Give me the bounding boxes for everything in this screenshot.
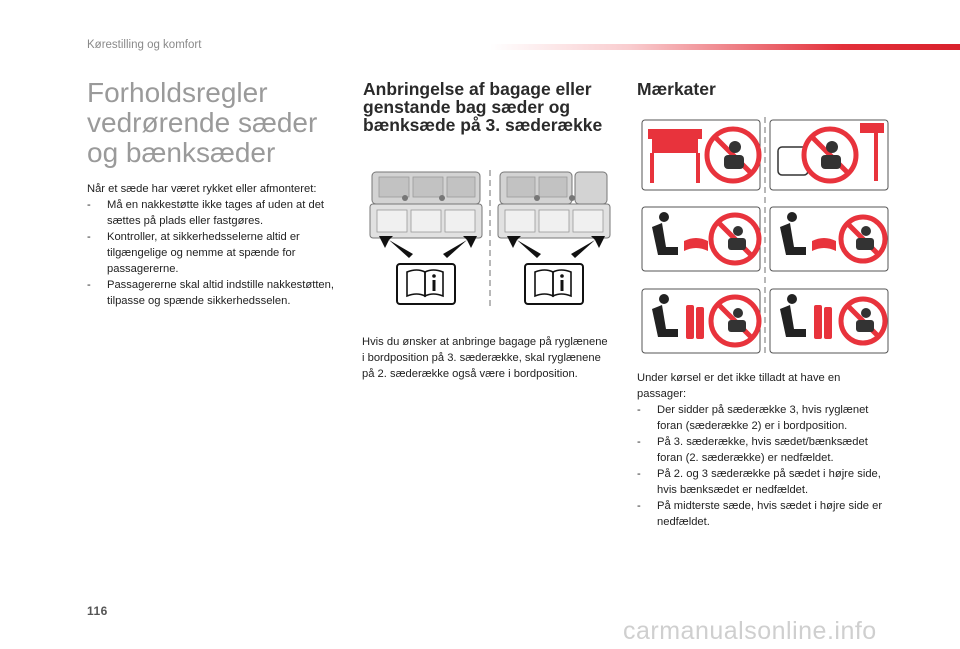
section1-list	[87, 197, 349, 309]
no-passenger-folded-seat-label-icon	[770, 120, 888, 190]
section1-body	[87, 181, 349, 309]
list-item: - Der sidder på sæderække 3, hvis ryglænet foran (sæderække 2) er i bordposition.	[637, 402, 892, 434]
open-book-info-icon	[397, 264, 455, 304]
header-accent-bar	[490, 44, 960, 50]
section3-body	[637, 370, 892, 530]
warning-labels-illustration	[640, 117, 890, 357]
no-passenger-folded-seat-label-icon	[770, 207, 888, 271]
page-number: 116	[87, 604, 108, 618]
no-passenger-folded-seat-label-icon	[642, 207, 760, 271]
list-item: - På 2. og 3 sæderække på sædet i højre side, hvis bænksædet er nedfældet.	[637, 466, 892, 498]
no-passenger-middle-seat-label-icon	[770, 289, 888, 353]
no-passenger-table-label-icon	[642, 120, 760, 190]
rear-seat-left-icon	[370, 172, 482, 238]
no-passenger-middle-seat-label-icon	[642, 289, 760, 353]
section3-title: Mærkater	[637, 79, 716, 99]
section1-title: Forholdsregler vedrørende sæder og bænksæder	[87, 77, 318, 168]
open-book-info-icon	[525, 264, 583, 304]
list-item: - På 3. sæderække, hvis sædet/bænksædet foran (2. sæderække) er nedfældet.	[637, 434, 892, 466]
section3-list	[637, 402, 892, 530]
arrow-up-icon	[379, 236, 605, 258]
list-item: - Passagererne skal altid indstille nakkestøtten, tilpasse og spænde sikkerhedsselen.	[87, 277, 349, 309]
section2-title: Anbringelse af bagage eller genstande bag sæder og bænksæde på 3. sæderække	[363, 79, 603, 135]
watermark: carmanualsonline.info	[623, 617, 877, 645]
list-item: - Må en nakkestøtte ikke tages af uden at det sættes på plads eller fastgøres.	[87, 197, 349, 229]
list-item: - Kontroller, at sikkerhedsselerne altid er tilgængelige og nemme at spænde for passagererne.	[87, 229, 349, 277]
section1-intro: Når et sæde har været rykket eller afmonteret:	[87, 183, 317, 195]
rear-seat-right-icon	[498, 172, 610, 238]
section3-intro: Under kørsel er det ikke tilladt at have en passager:	[637, 372, 841, 400]
chapter-title: Kørestilling og komfort	[87, 39, 202, 51]
section2-body: Hvis du ønsker at anbringe bagage på ryglænene i bordposition på 3. sæderække, skal ryglænene på 2. sæderække også være i bordposition.	[362, 336, 608, 380]
seat-luggage-illustration	[367, 168, 617, 308]
list-item: - På midterste sæde, hvis sædet i højre side er nedfældet.	[637, 498, 892, 530]
